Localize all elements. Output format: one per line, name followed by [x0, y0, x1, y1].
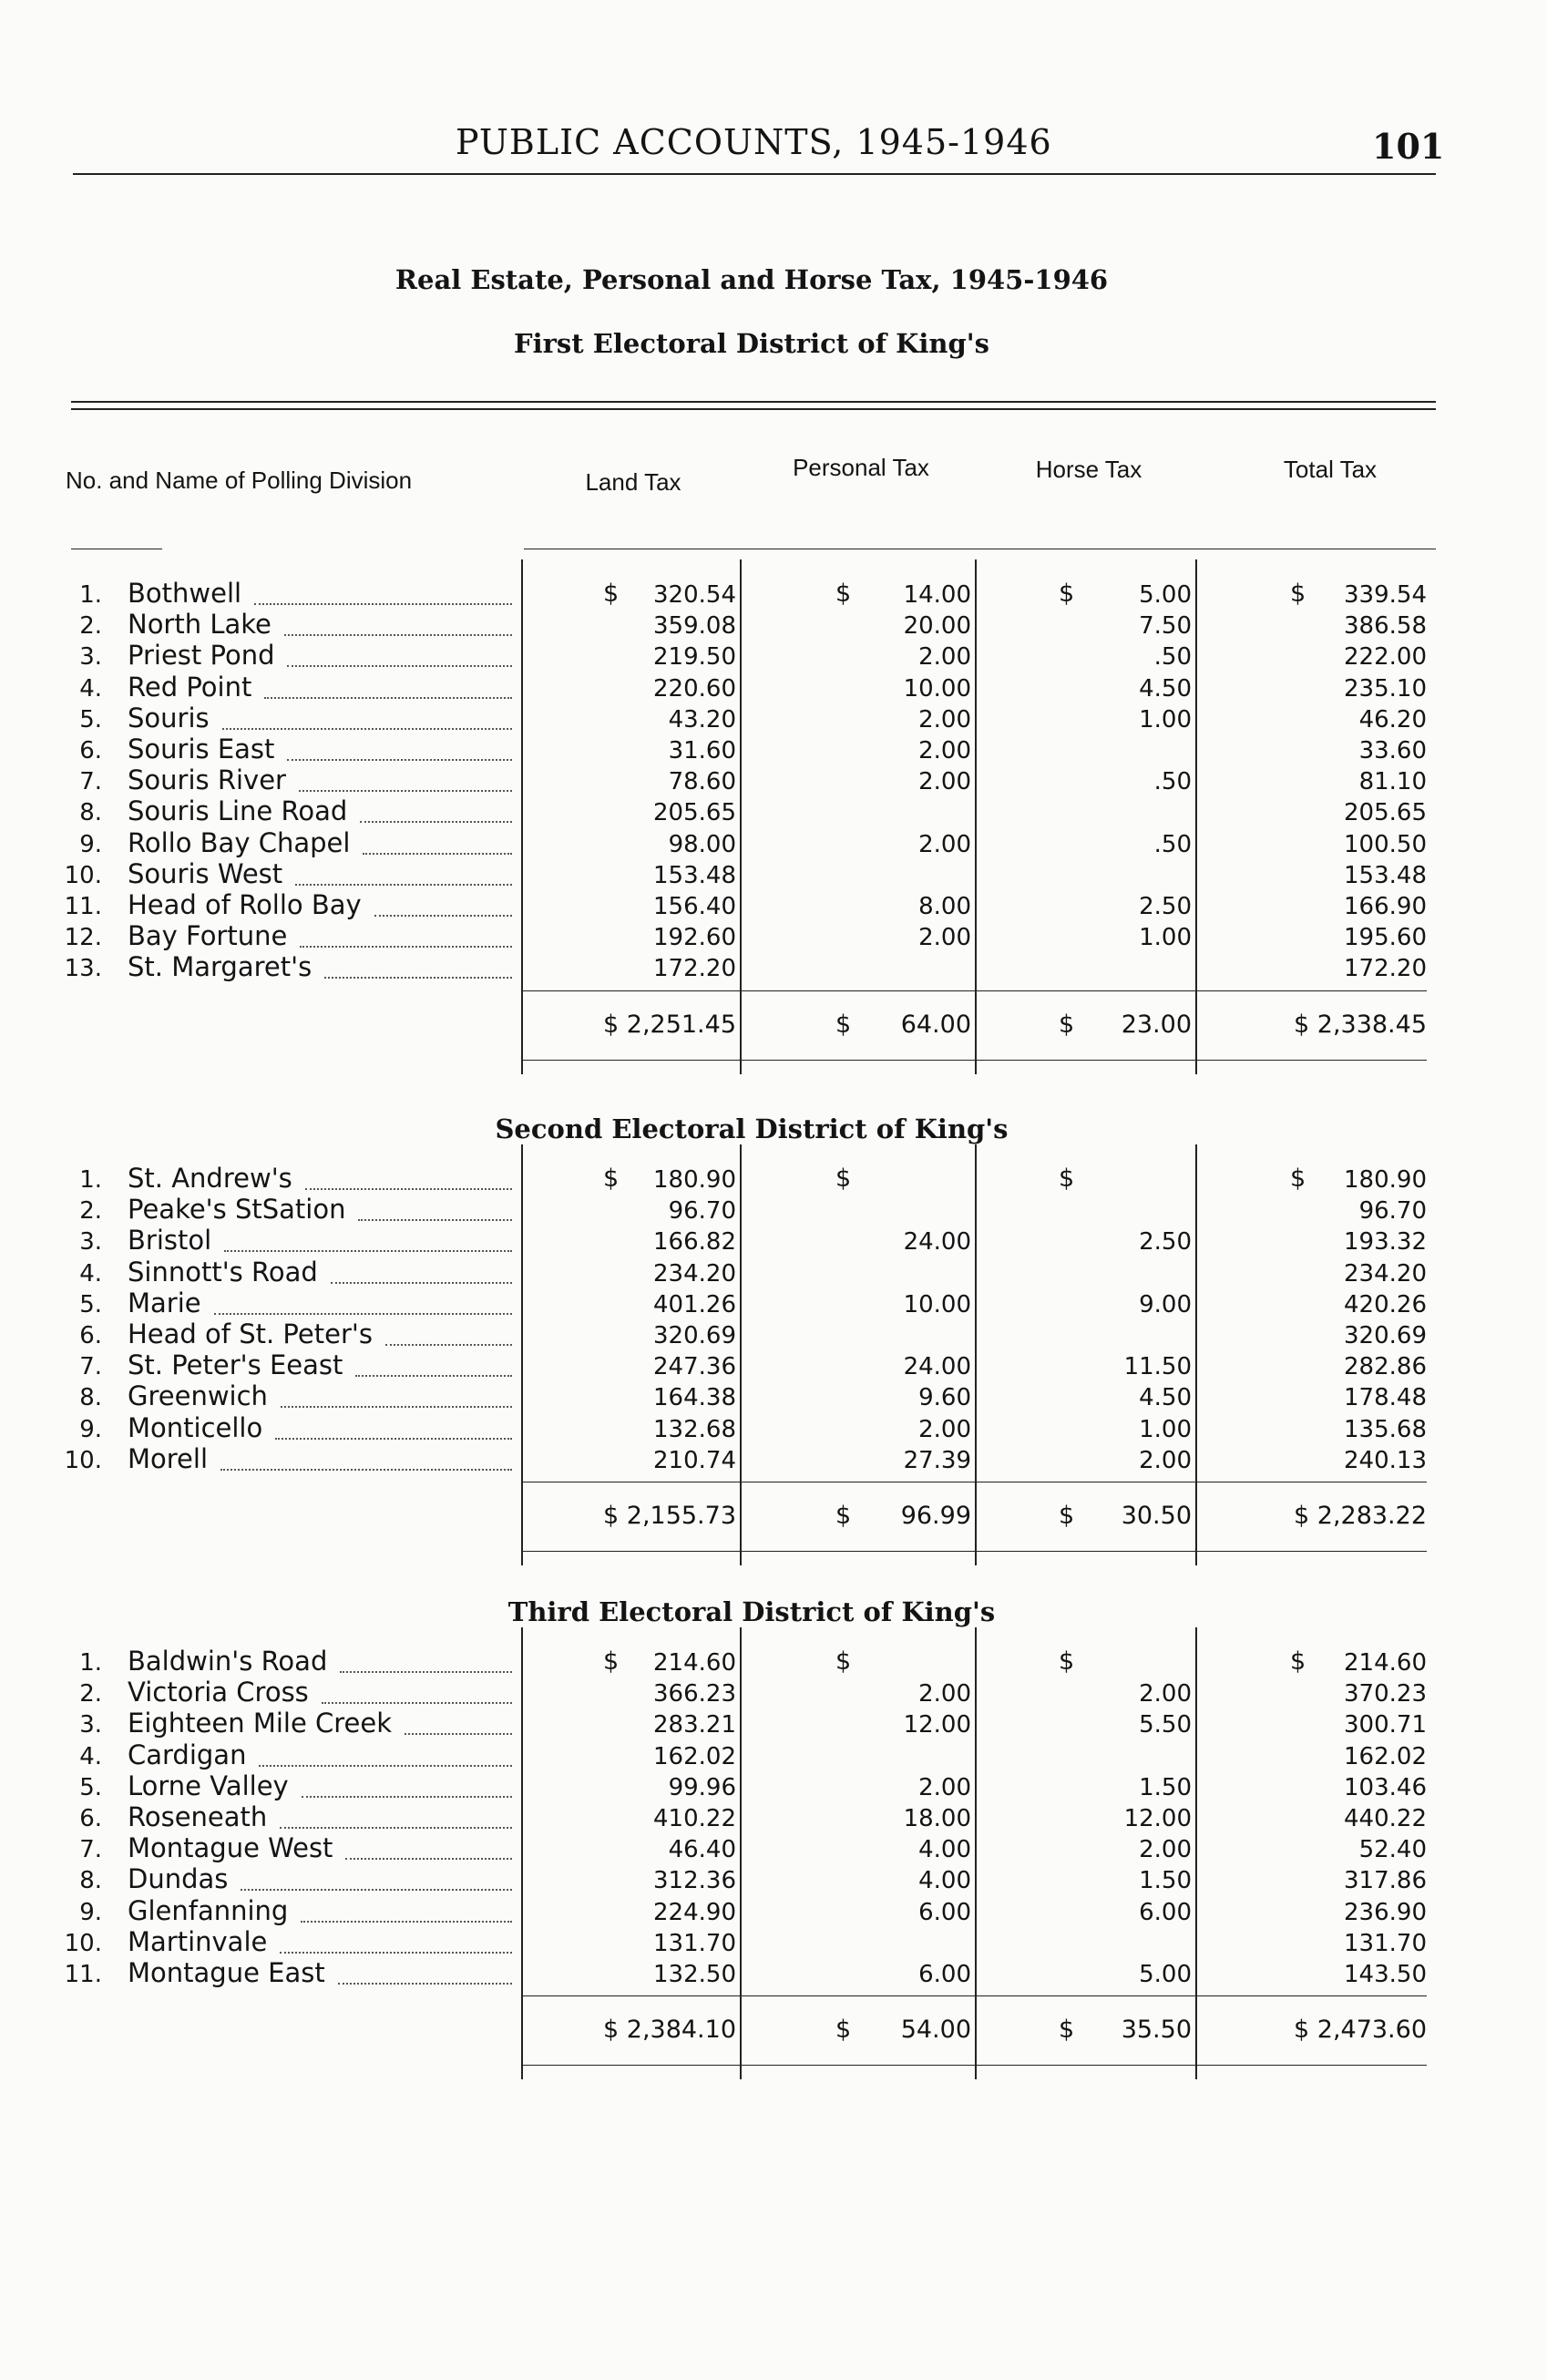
land-tax-value: 172.20 — [653, 955, 736, 983]
land-tax-value: 99.96 — [668, 1773, 736, 1801]
row-number: 3. — [79, 1711, 102, 1739]
polling-division-name: North Lake — [128, 609, 271, 641]
polling-division-name: Head of Rollo Bay — [128, 889, 362, 920]
horse-total-dollar: $ — [1059, 1010, 1075, 1039]
dot-leader — [254, 603, 512, 605]
row-number: 3. — [79, 1228, 102, 1257]
personal-tax-value: 12.00 — [903, 1711, 971, 1739]
total-tax-value: 172.20 — [1344, 955, 1427, 983]
personal-tax-value: 2.00 — [918, 1415, 971, 1443]
dot-leader — [363, 853, 512, 855]
dot-leader — [284, 634, 512, 636]
personal-dollar: $ — [835, 580, 852, 608]
dot-leader — [355, 1375, 512, 1377]
column-divider — [975, 559, 977, 1074]
row-number: 11. — [64, 893, 102, 920]
dot-leader — [360, 821, 512, 823]
report-title: Real Estate, Personal and Horse Tax, 1945-1946 — [394, 264, 1109, 295]
row-number: 5. — [79, 1773, 102, 1801]
polling-division-name: Montague East — [128, 1957, 325, 1988]
total-tax-total: $ 2,338.45 — [1294, 1010, 1427, 1039]
column-divider — [1195, 1144, 1197, 1565]
personal-tax-total: 64.00 — [900, 1010, 971, 1039]
total-tax-value: 33.60 — [1358, 737, 1427, 764]
table-top-rule-2 — [71, 408, 1436, 410]
totals-bottom-rule — [521, 2065, 1427, 2066]
dot-leader — [275, 1438, 512, 1440]
row-number: 4. — [79, 1259, 102, 1287]
land-tax-value: 96.70 — [668, 1197, 736, 1226]
column-divider — [1195, 1627, 1197, 2079]
land-tax-value: 214.60 — [653, 1649, 736, 1677]
personal-tax-value: 2.00 — [918, 705, 971, 733]
column-divider — [740, 559, 742, 1074]
total-tax-value: 339.54 — [1344, 581, 1427, 609]
horse-tax-value: 1.00 — [1139, 924, 1192, 952]
row-number: 9. — [79, 1898, 102, 1926]
horse-tax-total: 35.50 — [1121, 2016, 1192, 2045]
total-tax-value: 300.71 — [1344, 1711, 1427, 1739]
total-tax-value: 236.90 — [1344, 1898, 1427, 1926]
dot-leader — [331, 1282, 512, 1284]
column-divider — [521, 559, 523, 1074]
personal-tax-value: 2.00 — [918, 1773, 971, 1801]
land-tax-value: 359.08 — [653, 612, 736, 641]
dot-leader — [220, 1469, 512, 1471]
land-tax-value: 31.60 — [668, 737, 736, 764]
row-number: 7. — [79, 768, 102, 796]
personal-tax-value: 10.00 — [903, 674, 971, 703]
total-tax-value: 386.58 — [1344, 612, 1427, 641]
dot-leader — [224, 1250, 512, 1252]
land-tax-value: 312.36 — [653, 1867, 736, 1895]
dot-leader — [222, 728, 512, 730]
col-head-personal: Personal Tax — [793, 454, 929, 481]
polling-division-name: Souris West — [128, 857, 283, 889]
personal-tax-value: 2.00 — [918, 830, 971, 858]
land-tax-value: 162.02 — [653, 1742, 736, 1770]
dot-leader — [385, 1344, 512, 1346]
personal-total-dollar: $ — [835, 1010, 852, 1039]
dot-leader — [280, 1952, 512, 1954]
polling-division-name: Bay Fortune — [128, 920, 288, 952]
total-tax-value: 193.32 — [1344, 1228, 1427, 1257]
land-tax-value: 401.26 — [653, 1290, 736, 1318]
column-divider — [975, 1627, 977, 2079]
polling-division-name: Baldwin's Road — [128, 1646, 328, 1677]
personal-tax-value: 6.00 — [918, 1898, 971, 1926]
dot-leader — [300, 946, 512, 948]
dot-leader — [281, 1406, 512, 1408]
horse-tax-value: 9.00 — [1139, 1290, 1192, 1318]
personal-tax-value: 2.00 — [918, 643, 971, 672]
row-number: 10. — [64, 1446, 102, 1474]
horse-tax-value: 2.50 — [1139, 1228, 1192, 1257]
row-number: 4. — [79, 674, 102, 703]
personal-tax-value: 14.00 — [903, 581, 971, 609]
land-tax-value: 219.50 — [653, 643, 736, 672]
dot-leader — [374, 915, 512, 917]
land-dollar: $ — [603, 1164, 620, 1193]
personal-tax-value: 10.00 — [903, 1290, 971, 1318]
row-number: 4. — [79, 1742, 102, 1770]
total-tax-value: 370.23 — [1344, 1680, 1427, 1708]
total-tax-value: 282.86 — [1344, 1353, 1427, 1381]
polling-division-name: Rollo Bay Chapel — [128, 826, 351, 858]
polling-division-name: Priest Pond — [128, 640, 275, 672]
land-dollar: $ — [603, 580, 620, 608]
dot-leader — [214, 1313, 512, 1315]
polling-division-name: St. Margaret's — [128, 951, 312, 983]
personal-tax-total: 54.00 — [900, 2016, 971, 2045]
personal-dollar: $ — [835, 1647, 852, 1676]
dot-leader — [301, 1921, 512, 1923]
column-divider — [740, 1144, 742, 1565]
dot-leader — [322, 1702, 512, 1704]
column-divider — [1195, 559, 1197, 1074]
land-tax-value: 164.38 — [653, 1384, 736, 1412]
polling-division-name: Martinvale — [128, 1925, 268, 1957]
land-tax-value: 43.20 — [668, 705, 736, 733]
row-number: 1. — [79, 581, 102, 609]
land-tax-value: 205.65 — [653, 799, 736, 827]
horse-tax-value: 2.00 — [1139, 1680, 1192, 1708]
land-tax-value: 224.90 — [653, 1898, 736, 1926]
polling-division-name: St. Peter's Eeast — [128, 1349, 343, 1381]
polling-division-name: St. Andrew's — [128, 1163, 292, 1194]
personal-dollar: $ — [835, 1164, 852, 1193]
polling-division-name: Morell — [128, 1442, 209, 1474]
personal-tax-value: 24.00 — [903, 1353, 971, 1381]
total-tax-value: 135.68 — [1344, 1415, 1427, 1443]
row-number: 7. — [79, 1836, 102, 1864]
total-tax-value: 320.69 — [1344, 1322, 1427, 1349]
land-tax-value: 320.69 — [653, 1322, 736, 1349]
total-dollar: $ — [1290, 1164, 1306, 1193]
dot-leader — [405, 1733, 512, 1735]
row-number: 10. — [64, 861, 102, 889]
polling-division-name: Dundas — [128, 1863, 229, 1895]
total-tax-value: 131.70 — [1344, 1929, 1427, 1957]
polling-division-name: Souris East — [128, 733, 275, 764]
section-title-2: Second Electoral District of King's — [495, 1113, 1009, 1144]
horse-tax-value: 1.50 — [1139, 1773, 1192, 1801]
row-number: 7. — [79, 1353, 102, 1381]
land-tax-value: 247.36 — [653, 1353, 736, 1381]
total-tax-value: 235.10 — [1344, 674, 1427, 703]
total-tax-value: 46.20 — [1358, 705, 1427, 733]
dot-leader — [280, 1827, 512, 1829]
column-divider — [521, 1144, 523, 1565]
col-head-total: Total Tax — [1283, 456, 1378, 483]
dot-leader — [299, 790, 512, 792]
polling-division-name: Red Point — [128, 671, 252, 703]
column-divider — [740, 1627, 742, 2079]
polling-division-name: Bothwell — [128, 578, 242, 609]
totals-rule — [521, 1995, 1427, 1996]
total-tax-total: $ 2,283.22 — [1294, 1502, 1427, 1530]
row-number: 8. — [79, 1867, 102, 1895]
total-tax-value: 96.70 — [1358, 1197, 1427, 1226]
land-tax-value: 166.82 — [653, 1228, 736, 1257]
row-number: 3. — [79, 643, 102, 672]
row-number: 12. — [64, 924, 102, 952]
row-number: 13. — [64, 955, 102, 983]
dot-leader — [302, 1796, 512, 1798]
dot-leader — [264, 697, 512, 699]
dot-leader — [287, 665, 512, 667]
total-tax-value: 153.48 — [1344, 861, 1427, 889]
horse-tax-value: 1.00 — [1139, 1415, 1192, 1443]
horse-tax-value: 7.50 — [1139, 612, 1192, 641]
land-dollar: $ — [603, 1647, 620, 1676]
personal-total-dollar: $ — [835, 1502, 852, 1530]
land-tax-value: 410.22 — [653, 1805, 736, 1832]
personal-tax-value: 4.00 — [918, 1867, 971, 1895]
personal-tax-value: 2.00 — [918, 737, 971, 764]
land-tax-total: $ 2,155.73 — [603, 1502, 736, 1530]
column-divider — [521, 1627, 523, 2079]
horse-tax-value: 11.50 — [1123, 1353, 1192, 1381]
totals-bottom-rule — [521, 1551, 1427, 1552]
polling-division-name: Roseneath — [128, 1801, 268, 1832]
horse-dollar: $ — [1059, 580, 1075, 608]
land-tax-value: 132.50 — [653, 1961, 736, 1988]
total-tax-value: 234.20 — [1344, 1259, 1427, 1287]
polling-division-name: Sinnott's Road — [128, 1256, 318, 1287]
land-tax-value: 46.40 — [668, 1836, 736, 1864]
row-number: 6. — [79, 737, 102, 764]
total-dollar: $ — [1290, 580, 1306, 608]
row-number: 2. — [79, 1197, 102, 1226]
row-number: 10. — [64, 1929, 102, 1957]
total-dollar: $ — [1290, 1647, 1306, 1676]
row-number: 1. — [79, 1166, 102, 1194]
col-head-horse: Horse Tax — [1035, 456, 1142, 483]
horse-tax-value: 2.00 — [1139, 1836, 1192, 1864]
page-header-title: PUBLIC ACCOUNTS, 1945-1946 — [456, 122, 1052, 162]
land-tax-total: $ 2,251.45 — [603, 1010, 736, 1039]
dot-leader — [324, 977, 512, 979]
land-tax-value: 78.60 — [668, 768, 736, 796]
horse-total-dollar: $ — [1059, 2016, 1075, 2045]
polling-division-name: Victoria Cross — [128, 1677, 309, 1708]
polling-division-name: Head of St. Peter's — [128, 1318, 373, 1349]
horse-tax-value: 2.50 — [1139, 893, 1192, 920]
total-tax-value: 240.13 — [1344, 1446, 1427, 1474]
land-tax-value: 366.23 — [653, 1680, 736, 1708]
land-tax-value: 283.21 — [653, 1711, 736, 1739]
polling-division-name: Eighteen Mile Creek — [128, 1708, 393, 1739]
total-tax-value: 440.22 — [1344, 1805, 1427, 1832]
horse-tax-value: 5.00 — [1139, 581, 1192, 609]
row-number: 11. — [64, 1961, 102, 1988]
total-tax-value: 178.48 — [1344, 1384, 1427, 1412]
table-top-rule — [71, 401, 1436, 403]
total-tax-value: 162.02 — [1344, 1742, 1427, 1770]
personal-tax-total: 96.99 — [900, 1502, 971, 1530]
totals-bottom-rule — [521, 1060, 1427, 1061]
section-title-3: Third Electoral District of King's — [507, 1596, 996, 1627]
row-number: 1. — [79, 1649, 102, 1677]
section-title-1: First Electoral District of King's — [514, 328, 989, 359]
horse-tax-value: .50 — [1153, 643, 1192, 672]
horse-tax-value: 1.00 — [1139, 705, 1192, 733]
land-tax-value: 132.68 — [653, 1415, 736, 1443]
personal-tax-value: 8.00 — [918, 893, 971, 920]
row-number: 2. — [79, 1680, 102, 1708]
land-tax-value: 220.60 — [653, 674, 736, 703]
personal-tax-value: 27.39 — [903, 1446, 971, 1474]
polling-division-name: Greenwich — [128, 1380, 268, 1412]
row-number: 8. — [79, 1384, 102, 1412]
col-head-land: Land Tax — [585, 468, 681, 496]
dot-leader — [305, 1188, 512, 1190]
horse-tax-total: 30.50 — [1121, 1502, 1192, 1530]
dot-leader — [345, 1858, 512, 1860]
total-tax-value: 81.10 — [1358, 768, 1427, 796]
personal-tax-value: 6.00 — [918, 1961, 971, 1988]
horse-tax-total: 23.00 — [1121, 1010, 1192, 1039]
personal-tax-value: 2.00 — [918, 924, 971, 952]
polling-division-name: Marie — [128, 1287, 201, 1318]
personal-tax-value: 4.00 — [918, 1836, 971, 1864]
dot-leader — [338, 1983, 512, 1985]
personal-tax-value: 20.00 — [903, 612, 971, 641]
total-tax-total: $ 2,473.60 — [1294, 2016, 1427, 2045]
column-divider — [975, 1144, 977, 1565]
horse-tax-value: .50 — [1153, 768, 1192, 796]
polling-division-name: Souris River — [128, 764, 286, 796]
total-tax-value: 205.65 — [1344, 799, 1427, 827]
horse-tax-value: 6.00 — [1139, 1898, 1192, 1926]
polling-division-name: Bristol — [128, 1225, 212, 1257]
horse-tax-value: 4.50 — [1139, 674, 1192, 703]
total-tax-value: 100.50 — [1344, 830, 1427, 858]
total-tax-value: 420.26 — [1344, 1290, 1427, 1318]
polling-division-name: Lorne Valley — [128, 1770, 289, 1801]
total-tax-value: 166.90 — [1344, 893, 1427, 920]
col-head-name: No. and Name of Polling Division — [66, 467, 413, 494]
row-number: 6. — [79, 1322, 102, 1349]
horse-tax-value: .50 — [1153, 830, 1192, 858]
land-tax-value: 234.20 — [653, 1259, 736, 1287]
dot-leader — [241, 1889, 512, 1891]
personal-tax-value: 9.60 — [918, 1384, 971, 1412]
horse-tax-value: 12.00 — [1123, 1805, 1192, 1832]
total-tax-value: 214.60 — [1344, 1649, 1427, 1677]
land-tax-value: 153.48 — [653, 861, 736, 889]
personal-tax-value: 24.00 — [903, 1228, 971, 1257]
row-number: 2. — [79, 612, 102, 641]
personal-tax-value: 2.00 — [918, 768, 971, 796]
polling-division-name: Cardigan — [128, 1739, 247, 1770]
dot-leader — [259, 1765, 512, 1767]
horse-dollar: $ — [1059, 1164, 1075, 1193]
totals-rule — [521, 990, 1427, 991]
row-number: 9. — [79, 830, 102, 858]
personal-tax-value: 2.00 — [918, 1680, 971, 1708]
row-number: 5. — [79, 705, 102, 733]
polling-division-name: Peake's StSation — [128, 1194, 346, 1226]
horse-tax-value: 5.50 — [1139, 1711, 1192, 1739]
total-tax-value: 195.60 — [1344, 924, 1427, 952]
polling-division-name: Monticello — [128, 1411, 263, 1443]
total-tax-value: 143.50 — [1344, 1961, 1427, 1988]
header-rule — [73, 173, 1436, 175]
dot-leader — [340, 1671, 512, 1673]
polling-division-name: Glenfanning — [128, 1894, 289, 1926]
row-number: 6. — [79, 1805, 102, 1832]
total-tax-value: 317.86 — [1344, 1867, 1427, 1895]
land-tax-value: 192.60 — [653, 924, 736, 952]
horse-tax-value: 4.50 — [1139, 1384, 1192, 1412]
row-number: 8. — [79, 799, 102, 827]
dot-leader — [287, 759, 512, 761]
polling-division-name: Souris Line Road — [128, 795, 348, 827]
personal-total-dollar: $ — [835, 2016, 852, 2045]
horse-tax-value: 1.50 — [1139, 1867, 1192, 1895]
land-tax-value: 180.90 — [653, 1166, 736, 1194]
polling-division-name: Souris — [128, 702, 210, 733]
land-tax-value: 156.40 — [653, 893, 736, 920]
horse-dollar: $ — [1059, 1647, 1075, 1676]
total-tax-value: 222.00 — [1344, 643, 1427, 672]
dot-leader — [358, 1219, 512, 1221]
horse-total-dollar: $ — [1059, 1502, 1075, 1530]
horse-tax-value: 2.00 — [1139, 1446, 1192, 1474]
land-tax-total: $ 2,384.10 — [603, 2016, 736, 2045]
row-number: 9. — [79, 1415, 102, 1443]
page-number: 101 — [1372, 126, 1445, 167]
total-tax-value: 52.40 — [1358, 1836, 1427, 1864]
polling-division-name: Montague West — [128, 1832, 333, 1864]
row-number: 5. — [79, 1290, 102, 1318]
dot-leader — [295, 884, 512, 886]
land-tax-value: 210.74 — [653, 1446, 736, 1474]
personal-tax-value: 18.00 — [903, 1805, 971, 1832]
land-tax-value: 98.00 — [668, 830, 736, 858]
total-tax-value: 180.90 — [1344, 1166, 1427, 1194]
land-tax-value: 320.54 — [653, 581, 736, 609]
total-tax-value: 103.46 — [1344, 1773, 1427, 1801]
land-tax-value: 131.70 — [653, 1929, 736, 1957]
horse-tax-value: 5.00 — [1139, 1961, 1192, 1988]
